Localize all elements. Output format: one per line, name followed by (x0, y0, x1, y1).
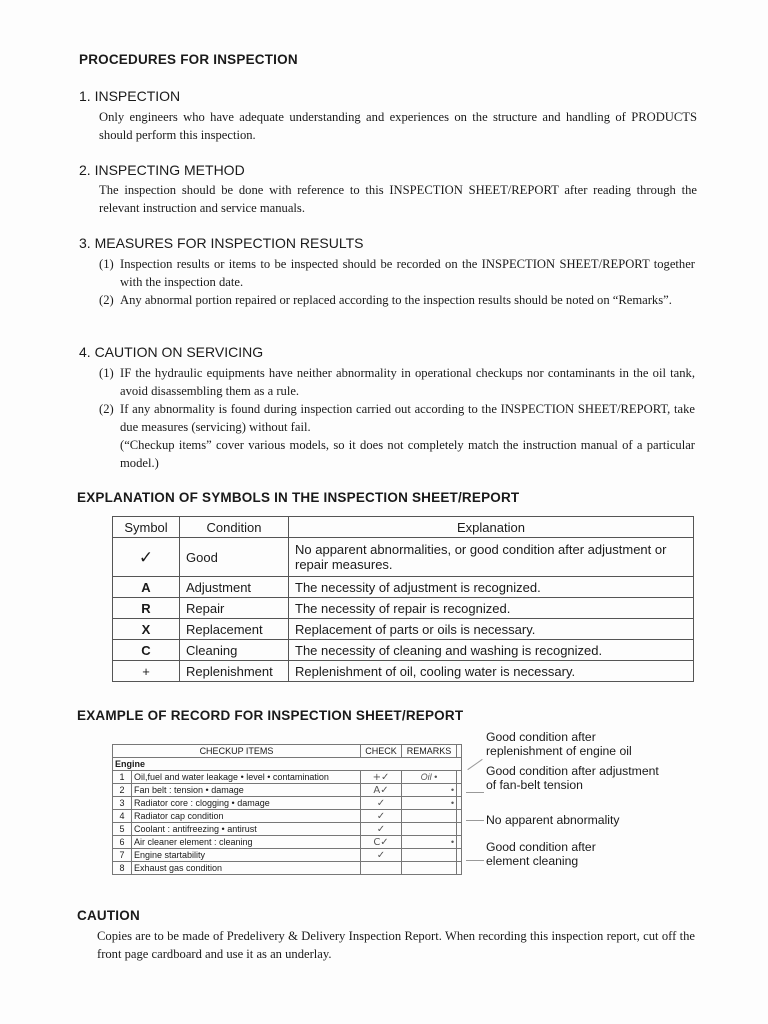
explanation-cell: Replenishment of oil, cooling water is necessary. (289, 661, 694, 682)
table-row (113, 862, 462, 875)
section-4-item-1-num: (1) (99, 366, 114, 380)
row-number: 4 (113, 810, 132, 823)
caution-text: Copies are to be made of Predelivery & Delivery Inspection Report. When recording this inspection report, cut off the front page cardboard and use it as an underlay. (97, 929, 695, 961)
condition-cell: Replacement (180, 619, 289, 640)
col-symbol: Symbol (113, 517, 180, 538)
table-row (113, 810, 462, 823)
symbol-repair: R (113, 598, 180, 619)
symbols-heading: EXPLANATION OF SYMBOLS IN THE INSPECTION SHEET/REPORT (77, 490, 520, 505)
explanation-cell: The necessity of cleaning and washing is recognized. (289, 640, 694, 661)
section-3-heading: 3. MEASURES FOR INSPECTION RESULTS (79, 235, 364, 251)
checkup-item: Fan belt : tension • damage (132, 784, 361, 797)
example-heading: EXAMPLE OF RECORD FOR INSPECTION SHEET/REPORT (77, 708, 464, 723)
section-4-heading: 4. CAUTION ON SERVICING (79, 344, 264, 360)
row-number: 2 (113, 784, 132, 797)
symbol-replenishment: + (113, 661, 180, 682)
remark-dot: • (402, 797, 457, 810)
remark-dot (402, 810, 457, 823)
callout-element-cleaning: Good condition after element cleaning (486, 840, 596, 868)
symbol-good: ✓ (113, 538, 180, 577)
callout-replenishment: Good condition after replenishment of engine oil (486, 730, 632, 758)
row-number: 3 (113, 797, 132, 810)
row-number: 8 (113, 862, 132, 875)
section-4-item-2-num: (2) (99, 402, 114, 416)
explanation-cell: The necessity of adjustment is recognized. (289, 577, 694, 598)
table-row (113, 640, 694, 661)
remark-dot: • (434, 772, 438, 782)
section-4-item-2-note: (“Checkup items” cover various models, so it does not completely match the instruction manual of a particular model.) (120, 438, 695, 470)
section-3-item-1-num: (1) (99, 257, 114, 271)
checkup-item: Air cleaner element : cleaning (132, 836, 361, 849)
checkup-item: Radiator cap condition (132, 810, 361, 823)
remark-text: Oil (420, 772, 432, 782)
table-row (113, 661, 694, 682)
table-row (113, 849, 462, 862)
table-row (113, 538, 694, 577)
section-2-text: The inspection should be done with reference to this INSPECTION SHEET/REPORT after reading through the relevant instruction and service manuals. (99, 183, 697, 215)
remark-dot: • (402, 836, 457, 849)
section-4-item-2-text: If any abnormality is found during inspection carried out according to the INSPECTION SHEET/REPORT, take due measures (servicing) without fail. (120, 402, 695, 434)
checkup-item: Exhaust gas condition (132, 862, 361, 875)
condition-cell: Cleaning (180, 640, 289, 661)
checkup-item: Oil,fuel and water leakage • level • contamination (132, 771, 361, 784)
section-3-item-2-num: (2) (99, 293, 114, 307)
example-record (112, 744, 470, 875)
table-row (113, 577, 694, 598)
checkup-item: Radiator core : clogging • damage (132, 797, 361, 810)
callout-adjustment: Good condition after adjustment of fan-belt tension (486, 764, 659, 792)
table-row (113, 823, 462, 836)
remark-dot: • (402, 784, 457, 797)
symbol-cleaning: C (113, 640, 180, 661)
section-2-heading: 2. INSPECTING METHOD (79, 162, 245, 178)
caution-heading: CAUTION (77, 908, 140, 923)
callout-leader-line (466, 792, 484, 793)
group-engine: Engine (113, 758, 462, 771)
condition-cell: Replenishment (180, 661, 289, 682)
col-remarks: REMARKS (402, 745, 457, 758)
checkup-item: Coolant : antifreezing • antirust (132, 823, 361, 836)
remark-dot (402, 823, 457, 836)
remark-dot (402, 849, 457, 862)
callout-leader-line (466, 860, 484, 861)
row-number: 7 (113, 849, 132, 862)
table-row (113, 619, 694, 640)
table-row (113, 784, 462, 797)
symbol-replacement: X (113, 619, 180, 640)
section-4-item-1-text: IF the hydraulic equipments have neither abnormality in operational checkups nor contaminants in the oil tank, avoid disassembling them as a rule. (120, 366, 695, 398)
remark-dot (402, 862, 457, 875)
check-mark (361, 862, 402, 875)
condition-cell: Adjustment (180, 577, 289, 598)
row-number: 5 (113, 823, 132, 836)
checkup-item: Engine startability (132, 849, 361, 862)
col-condition: Condition (180, 517, 289, 538)
check-mark: ✓ (361, 823, 402, 836)
check-mark: A✓ (361, 784, 402, 797)
explanation-cell: No apparent abnormalities, or good condition after adjustment or repair measures. (289, 538, 694, 577)
row-number: 6 (113, 836, 132, 849)
table-row (113, 797, 462, 810)
col-explanation: Explanation (289, 517, 694, 538)
check-mark: +✓ (361, 771, 402, 784)
section-1-text: Only engineers who have adequate understanding and experiences on the structure and handling of PRODUCTS should perform this inspection. (99, 110, 697, 142)
condition-cell: Good (180, 538, 289, 577)
callout-no-abnormality: No apparent abnormality (486, 813, 620, 827)
symbol-adjustment: A (113, 577, 180, 598)
row-number: 1 (113, 771, 132, 784)
col-check: CHECK (361, 745, 402, 758)
explanation-cell: Replacement of parts or oils is necessary. (289, 619, 694, 640)
table-row (113, 836, 462, 849)
check-mark: ✓ (361, 797, 402, 810)
explanation-cell: The necessity of repair is recognized. (289, 598, 694, 619)
table-row (113, 771, 462, 784)
section-3-item-2-text: Any abnormal portion repaired or replaced according to the inspection results should be noted on “Remarks”. (120, 293, 672, 307)
table-row (113, 598, 694, 619)
condition-cell: Repair (180, 598, 289, 619)
record-table (112, 744, 462, 875)
page-title: PROCEDURES FOR INSPECTION (79, 52, 298, 67)
symbols-table (112, 516, 694, 682)
col-checkup-items: CHECKUP ITEMS (113, 745, 361, 758)
check-mark: ✓ (361, 849, 402, 862)
section-3-item-1-text: Inspection results or items to be inspected should be recorded on the INSPECTION SHEET/REPORT together with the inspection date. (120, 257, 695, 289)
section-1-heading: 1. INSPECTION (79, 88, 181, 104)
callout-leader-line (466, 820, 484, 821)
check-mark: ✓ (361, 810, 402, 823)
check-mark: C✓ (361, 836, 402, 849)
